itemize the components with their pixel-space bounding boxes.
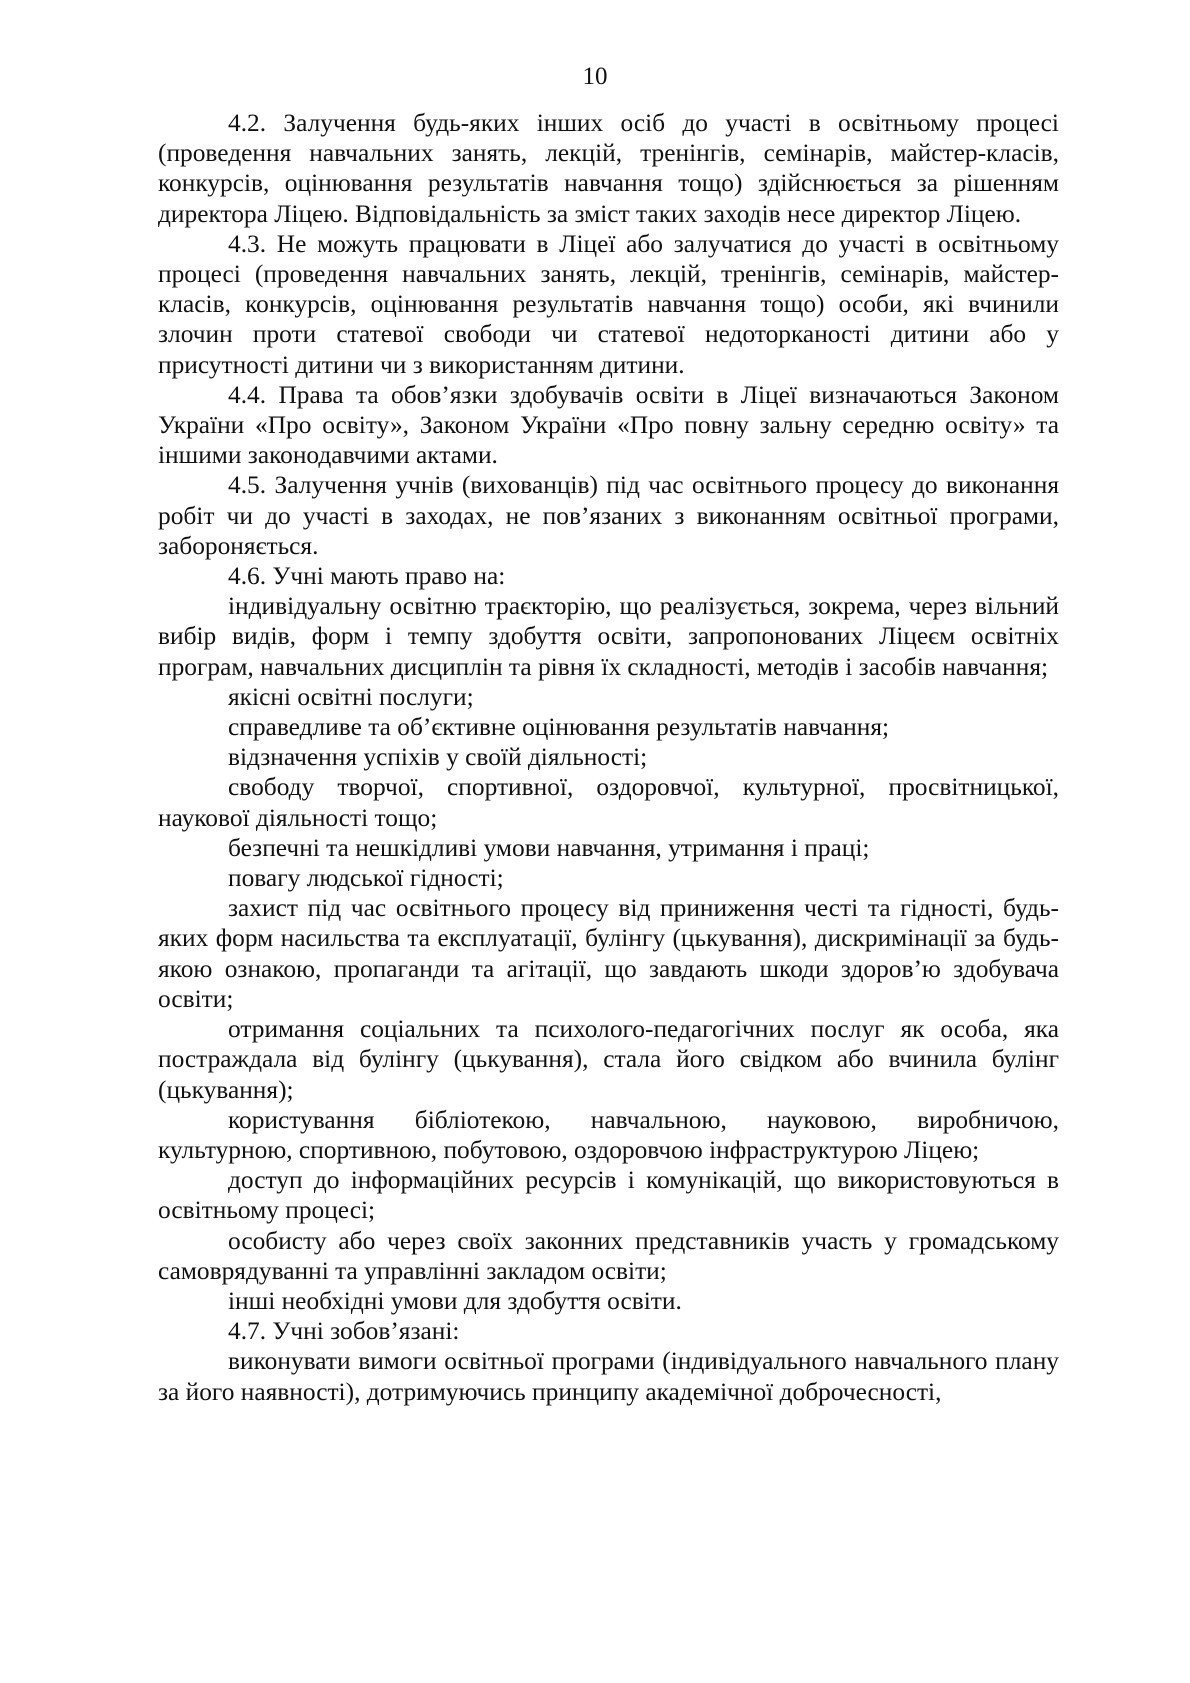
paragraph-4-4: 4.4. Права та обов’язки здобувачів освіти в Ліцеї визначаються Законом України «Про освіту», Законом України «Про повну зальну середню освіту» та іншими законодавчими актами. — [158, 380, 1059, 470]
paragraph-4-6-heading: 4.6. Учні мають право на: — [228, 562, 506, 591]
paragraph-4-3: 4.3. Не можуть працювати в Ліцеї або залучатися до участі в освітньому процесі (проведення навчальних занять, лекцій, тренінгів, семінарів, майстер-класів, конкурсів, оцінювання результатів навчання тощо) особи, які вчинили злочин проти статевої свободи чи статевої недоторканості дитини або у присутності дитини чи з використанням дитини. — [158, 229, 1059, 379]
duty-item: виконувати вимоги освітньої програми (індивідуального навчального плану за його наявності), дотримуючись принципу академічної доброчесності, — [158, 1347, 1059, 1406]
right-item: індивідуальну освітню траєкторію, що реалізується, зокрема, через вільний вибір видів, форм і темпу здобуття освіти, запропонованих Ліцеєм освітніх програм, навчальних дисциплін та рівня їх складності, методів і засобів навчання; — [158, 592, 1059, 681]
paragraph-4-2: 4.2. Залучення будь-яких інших осіб до участі в освітньому процесі (проведення навчальних занять, лекцій, тренінгів, семінарів, майстер-класів, конкурсів, оцінювання результатів навчання тощо) здійснюється за рішенням директора Ліцею. Відповідальність за зміст таких заходів несе директор Ліцею. — [158, 109, 1059, 228]
right-item: захист під час освітнього процесу від приниження честі та гідності, будь-яких форм насильства та експлуатації, булінгу (цькування), дискримінації за будь-якою ознакою, пропаганди та агітації, що завдають шкоди здоров’ю здобувача освіти; — [158, 894, 1059, 1013]
right-item: користування бібліотекою, навчальною, науковою, виробничою, культурною, спортивною, побутовою, оздоровчою інфраструктурою Ліцею; — [158, 1105, 1059, 1164]
right-item: відзначення успіхів у своїй діяльності; — [228, 743, 648, 772]
right-item: особисту або через своїх законних представників участь у громадському самоврядуванні та управлінні закладом освіти; — [158, 1226, 1059, 1285]
right-item: якісні освітні послуги; — [228, 682, 474, 711]
right-item: повагу людської гідності; — [228, 864, 504, 893]
right-item: безпечні та нешкідливі умови навчання, утримання і праці; — [228, 833, 870, 862]
right-item: свободу творчої, спортивної, оздоровчої, культурної, просвітницької, наукової діяльності тощо; — [158, 773, 1059, 832]
paragraph-4-7-heading: 4.7. Учні зобов’язані: — [228, 1317, 460, 1346]
page-number: 10 — [582, 63, 608, 90]
right-item: інші необхідні умови для здобуття освіти. — [228, 1286, 682, 1315]
document-body — [158, 108, 1059, 1407]
paragraph-4-5: 4.5. Залучення учнів (вихованців) під час освітнього процесу до виконання робіт чи до участі в заходах, не пов’язаних з виконанням освітньої програми, забороняється. — [158, 471, 1059, 560]
right-item: доступ до інформаційних ресурсів і комунікацій, що використовуються в освітньому процесі; — [158, 1166, 1059, 1225]
right-item: справедливе та об’єктивне оцінювання результатів навчання; — [228, 713, 890, 742]
right-item: отримання соціальних та психолого-педагогічних послуг як особа, яка постраждала від булінгу (цькування), стала його свідком або вчинила булінг (цькування); — [158, 1015, 1059, 1104]
